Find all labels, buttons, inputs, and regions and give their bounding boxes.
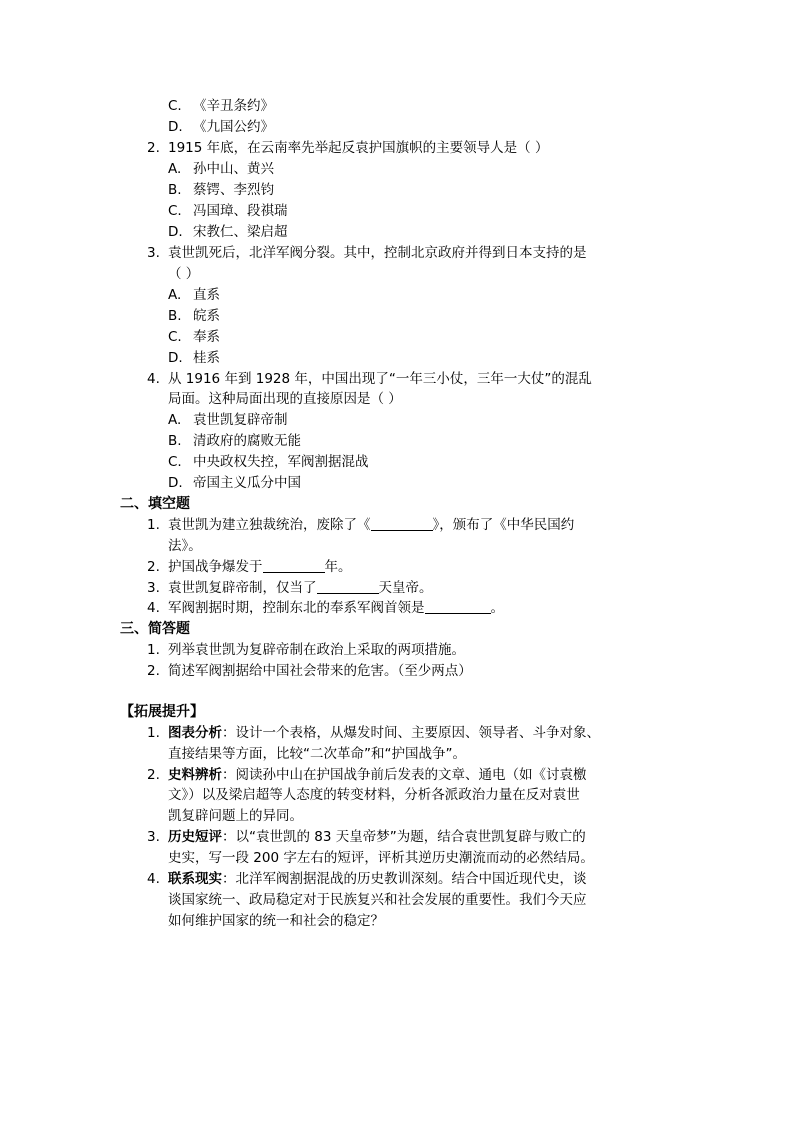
option-text: 清政府的腐败无能: [193, 433, 301, 449]
question-number: 3.: [147, 580, 160, 596]
fill-item-1: [147, 515, 574, 535]
fill-item-1-cont: 法》。: [168, 538, 202, 554]
q3-option-d: [168, 348, 220, 368]
q1-option-c: [168, 96, 274, 116]
option-text: 直系: [193, 287, 220, 303]
fill-text-post: 。: [490, 600, 504, 616]
answer-blank: [371, 516, 433, 531]
item-text: ：北洋军阀割据混战的历史教训深刻。结合中国近现代史，谈: [222, 871, 587, 887]
fill-item-2: [147, 557, 352, 577]
q2-option-c: [168, 201, 288, 221]
question-number: 4.: [147, 371, 160, 387]
option-label: A.: [168, 287, 182, 303]
option-label: B.: [168, 433, 182, 449]
option-text: 袁世凯复辟帝制: [193, 412, 288, 428]
extension-item-1-cont: 直接结果等方面，比较“二次革命”和“护国战争”。: [168, 746, 466, 762]
extension-item-4-cont: 如何维护国家的统一和社会的稳定？: [168, 913, 384, 929]
short-answer-1: [147, 640, 465, 660]
question-3: [147, 243, 587, 263]
fill-text-post: 年。: [324, 559, 352, 575]
section-heading-extension: 【拓展提升】: [120, 704, 204, 720]
option-label: D.: [168, 475, 183, 491]
item-title: 历史短评: [168, 829, 222, 845]
question-2: [147, 138, 548, 158]
option-text: 宋教仁、梁启超: [193, 224, 288, 240]
question-text: 从 1916 年到 1928 年，中国出现了“一年三小仗，三年一大仗”的混乱: [168, 371, 592, 387]
question-number: 2.: [147, 559, 160, 575]
option-label: B.: [168, 308, 182, 324]
option-label: D.: [168, 224, 183, 240]
option-text: 《九国公约》: [193, 119, 274, 135]
question-number: 4.: [147, 871, 160, 887]
question-number: 1.: [147, 517, 160, 533]
q4-option-d: [168, 473, 301, 493]
question-number: 2.: [147, 663, 160, 679]
item-title: 图表分析: [168, 725, 222, 741]
q4-option-a: [168, 410, 288, 430]
question-number: 2.: [147, 140, 160, 156]
question-4: [147, 369, 592, 389]
option-text: 冯国璋、段祺瑞: [193, 203, 288, 219]
q4-option-b: [168, 431, 301, 451]
question-number: 3.: [147, 829, 160, 845]
short-answer-2: [147, 661, 472, 681]
item-text: ：以“袁世凯的 83 天皇帝梦”为题，结合袁世凯复辟与败亡的: [222, 829, 586, 845]
question-text: 1915 年底，在云南率先举起反袁护国旗帜的主要领导人是（ ）: [168, 140, 549, 156]
question-number: 1.: [147, 642, 160, 658]
fill-item-3: [147, 578, 433, 598]
fill-text-pre: 袁世凯复辟帝制，仅当了: [168, 580, 317, 596]
item-title: 史料辨析: [168, 767, 222, 783]
question-number: 4.: [147, 600, 160, 616]
extension-item-4-cont: 谈国家统一、政局稳定对于民族复兴和社会发展的重要性。我们今天应: [168, 892, 587, 908]
fill-text-pre: 袁世凯为建立独裁统治，废除了《: [168, 517, 371, 533]
section-heading-fill-blank: 二、填空题: [120, 496, 190, 512]
option-text: 桂系: [193, 350, 220, 366]
option-label: D.: [168, 119, 183, 135]
question-number: 3.: [147, 245, 160, 261]
extension-item-4: [147, 869, 587, 889]
question-number: 1.: [147, 725, 160, 741]
question-text: 简述军阀割据给中国社会带来的危害。（至少两点）: [168, 663, 472, 679]
option-text: 皖系: [193, 308, 220, 324]
extension-item-1: [147, 723, 600, 743]
item-text: ：阅读孙中山在护国战争前后发表的文章、通电（如《讨袁檄: [222, 767, 587, 783]
option-text: 中央政权失控，军阀割据混战: [193, 454, 369, 470]
fill-text-pre: 军阀割据时期，控制东北的奉系军阀首领是: [168, 600, 425, 616]
q2-option-a: [168, 159, 274, 179]
q3-option-b: [168, 306, 220, 326]
fill-text-post: 》，颁布了《中华民国约: [432, 517, 575, 533]
option-text: 《辛丑条约》: [193, 98, 274, 114]
question-text: 列举袁世凯为复辟帝制在政治上采取的两项措施。: [168, 642, 465, 658]
option-label: A.: [168, 161, 182, 177]
extension-item-2-cont: 文》）以及梁启超等人态度的转变材料，分析各派政治力量在反对袁世: [168, 787, 580, 803]
extension-item-2: [147, 765, 587, 785]
option-label: B.: [168, 182, 182, 198]
option-label: D.: [168, 350, 183, 366]
question-3-cont: （ ）: [168, 266, 200, 282]
q3-option-c: [168, 327, 220, 347]
option-label: C.: [168, 329, 182, 345]
section-heading-short-answer: 三、简答题: [120, 621, 190, 637]
option-label: C.: [168, 203, 182, 219]
answer-blank: [317, 579, 379, 594]
q3-option-a: [168, 285, 220, 305]
q4-option-c: [168, 452, 369, 472]
item-title: 联系现实: [168, 871, 222, 887]
fill-text-pre: 护国战争爆发于: [168, 559, 263, 575]
q2-option-b: [168, 180, 274, 200]
option-text: 帝国主义瓜分中国: [193, 475, 301, 491]
question-4-cont: 局面。这种局面出现的直接原因是（ ）: [168, 391, 402, 407]
option-label: A.: [168, 412, 182, 428]
fill-text-post: 天皇帝。: [378, 580, 433, 596]
item-text: ：设计一个表格，从爆发时间、主要原因、领导者、斗争对象、: [222, 725, 600, 741]
answer-blank: [425, 599, 491, 614]
fill-item-4: [147, 598, 504, 618]
question-number: 2.: [147, 767, 160, 783]
option-text: 蔡锷、李烈钧: [193, 182, 274, 198]
option-label: C.: [168, 98, 182, 114]
option-text: 孙中山、黄兴: [193, 161, 274, 177]
extension-item-3: [147, 827, 586, 847]
extension-item-2-cont: 凯复辟问题上的异同。: [168, 808, 303, 824]
question-text: 袁世凯死后，北洋军阀分裂。其中，控制北京政府并得到日本支持的是: [168, 245, 587, 261]
extension-item-3-cont: 史实，写一段 200 字左右的短评，评析其逆历史潮流而动的必然结局。: [168, 850, 594, 866]
option-text: 奉系: [193, 329, 220, 345]
option-label: C.: [168, 454, 182, 470]
answer-blank: [263, 558, 325, 573]
q1-option-d: [168, 117, 274, 137]
q2-option-d: [168, 222, 288, 242]
